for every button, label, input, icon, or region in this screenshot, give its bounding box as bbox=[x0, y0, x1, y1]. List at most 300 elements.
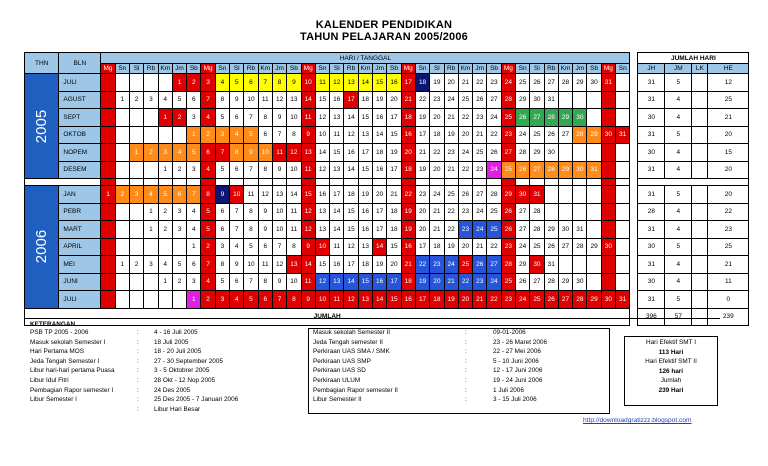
day-cell: 9 bbox=[258, 203, 272, 221]
day-cell: 8 bbox=[244, 203, 258, 221]
empty-cell bbox=[144, 109, 158, 127]
day-cell: 26 bbox=[530, 74, 544, 92]
day-cell: 8 bbox=[201, 186, 215, 204]
count-cell: 4 bbox=[665, 109, 692, 127]
day-cell: 5 bbox=[230, 74, 244, 92]
count-cell: 31 bbox=[638, 291, 665, 309]
day-cell: 23 bbox=[473, 273, 487, 291]
count-cell: 31 bbox=[638, 74, 665, 92]
ket-value: 3 - 5 Oktobrer 2005 bbox=[154, 367, 210, 375]
day-cell: 6 bbox=[258, 238, 272, 256]
day-cell: 5 bbox=[172, 256, 186, 274]
day-cell: 15 bbox=[315, 256, 329, 274]
day-cell: 26 bbox=[501, 221, 515, 239]
day-cell: 30 bbox=[573, 161, 587, 179]
day-cell: 27 bbox=[487, 91, 501, 109]
day-cell: 10 bbox=[272, 221, 286, 239]
empty-cell bbox=[587, 221, 601, 239]
count-cell: 30 bbox=[638, 144, 665, 162]
ket-label: Jeda Tengah semester II bbox=[313, 338, 383, 346]
empty-cell bbox=[558, 256, 572, 274]
day-cell: 17 bbox=[401, 74, 415, 92]
day-cell: 1 bbox=[187, 291, 201, 309]
empty-cell bbox=[129, 273, 143, 291]
day-cell: 22 bbox=[487, 126, 501, 144]
day-cell: 6 bbox=[201, 144, 215, 162]
day-cell: 5 bbox=[215, 161, 229, 179]
day-cell: 6 bbox=[215, 221, 229, 239]
day-cell: 20 bbox=[444, 74, 458, 92]
day-cell: 20 bbox=[401, 144, 415, 162]
day-cell: 29 bbox=[573, 74, 587, 92]
ket-value: 12 - 17 Juni 2006 bbox=[493, 367, 543, 375]
day-cell: 20 bbox=[430, 273, 444, 291]
hari-tanggal-header: HARI / TANGGAL bbox=[101, 53, 630, 64]
empty-cell bbox=[144, 126, 158, 144]
weekday-header: Sn bbox=[215, 64, 229, 74]
day-cell: 3 bbox=[144, 91, 158, 109]
empty-cell bbox=[101, 203, 115, 221]
weekday-header: Sl bbox=[230, 64, 244, 74]
keterangan-title: KETERANGAN bbox=[30, 321, 76, 328]
weekday-header: Rb bbox=[144, 64, 158, 74]
day-cell: 9 bbox=[272, 109, 286, 127]
ket-value: 28 Okt - 12 Nop 2005 bbox=[154, 377, 216, 384]
count-cell: 20 bbox=[708, 126, 749, 144]
day-cell: 28 bbox=[573, 238, 587, 256]
day-cell: 3 bbox=[144, 256, 158, 274]
day-cell: 14 bbox=[373, 238, 387, 256]
day-cell: 13 bbox=[358, 238, 372, 256]
empty-cell bbox=[115, 273, 129, 291]
day-cell: 2 bbox=[201, 291, 215, 309]
count-cell: 20 bbox=[708, 186, 749, 204]
day-cell: 7 bbox=[201, 91, 215, 109]
day-cell: 7 bbox=[272, 291, 286, 309]
day-cell: 14 bbox=[344, 109, 358, 127]
count-cell: 4 bbox=[665, 144, 692, 162]
empty-cell bbox=[129, 126, 143, 144]
weekday-header: Sn bbox=[616, 64, 630, 74]
day-cell: 14 bbox=[330, 203, 344, 221]
count-cell: 12 bbox=[708, 74, 749, 92]
day-cell: 1 bbox=[144, 203, 158, 221]
day-cell: 21 bbox=[415, 144, 429, 162]
day-cell: 5 bbox=[201, 203, 215, 221]
weekday-header: Km bbox=[558, 64, 572, 74]
day-cell: 8 bbox=[215, 256, 229, 274]
day-cell: 17 bbox=[415, 291, 429, 309]
month-row bbox=[25, 186, 749, 204]
day-cell: 15 bbox=[387, 291, 401, 309]
day-cell: 18 bbox=[358, 256, 372, 274]
day-cell: 21 bbox=[430, 221, 444, 239]
day-cell: 4 bbox=[187, 221, 201, 239]
day-cell: 11 bbox=[287, 221, 301, 239]
month-name: AGUST bbox=[59, 91, 101, 109]
month-row bbox=[25, 238, 749, 256]
total-cell: 396 bbox=[638, 308, 665, 326]
day-cell: 16 bbox=[373, 109, 387, 127]
day-cell: 21 bbox=[458, 74, 472, 92]
day-cell: 27 bbox=[558, 238, 572, 256]
empty-cell bbox=[158, 126, 172, 144]
day-cell: 3 bbox=[201, 74, 215, 92]
day-cell: 13 bbox=[272, 186, 286, 204]
empty-cell bbox=[129, 238, 143, 256]
day-cell: 16 bbox=[330, 256, 344, 274]
day-cell: 4 bbox=[230, 291, 244, 309]
count-cell: 25 bbox=[708, 91, 749, 109]
empty-cell bbox=[158, 74, 172, 92]
day-cell: 6 bbox=[187, 256, 201, 274]
day-cell: 23 bbox=[501, 238, 515, 256]
empty-cell bbox=[115, 109, 129, 127]
day-cell: 2 bbox=[172, 273, 186, 291]
day-cell: 24 bbox=[458, 144, 472, 162]
day-cell: 8 bbox=[287, 291, 301, 309]
weekday-header: Rb bbox=[444, 64, 458, 74]
day-cell: 8 bbox=[258, 109, 272, 127]
count-cell bbox=[692, 238, 708, 256]
weekday-header: Jm bbox=[373, 64, 387, 74]
day-cell: 8 bbox=[230, 144, 244, 162]
count-cell: 25 bbox=[708, 238, 749, 256]
ket-label: Masuk sekolah Semester I bbox=[30, 338, 106, 346]
day-cell: 31 bbox=[544, 91, 558, 109]
day-cell: 24 bbox=[487, 109, 501, 127]
day-cell: 22 bbox=[487, 291, 501, 309]
day-cell: 12 bbox=[272, 91, 286, 109]
day-cell: 13 bbox=[315, 221, 329, 239]
day-cell: 27 bbox=[473, 186, 487, 204]
day-cell: 10 bbox=[230, 186, 244, 204]
day-cell: 5 bbox=[215, 273, 229, 291]
day-cell: 24 bbox=[444, 256, 458, 274]
day-cell: 22 bbox=[444, 221, 458, 239]
day-cell: 23 bbox=[430, 91, 444, 109]
day-cell: 18 bbox=[401, 109, 415, 127]
count-cell bbox=[692, 144, 708, 162]
day-cell: 7 bbox=[272, 126, 286, 144]
day-cell: 4 bbox=[201, 273, 215, 291]
empty-cell bbox=[601, 203, 615, 221]
empty-cell bbox=[172, 291, 186, 309]
day-cell: 6 bbox=[244, 74, 258, 92]
day-cell: 13 bbox=[287, 91, 301, 109]
day-cell: 30 bbox=[573, 109, 587, 127]
day-cell: 30 bbox=[587, 74, 601, 92]
count-cell: 20 bbox=[708, 161, 749, 179]
empty-cell bbox=[115, 291, 129, 309]
day-cell: 1 bbox=[187, 238, 201, 256]
day-cell: 9 bbox=[301, 126, 315, 144]
day-cell: 12 bbox=[344, 238, 358, 256]
weekday-header: Sl bbox=[530, 64, 544, 74]
total-cell: 239 bbox=[708, 308, 749, 326]
day-cell: 22 bbox=[401, 186, 415, 204]
day-cell: 22 bbox=[458, 109, 472, 127]
day-cell: 4 bbox=[215, 74, 229, 92]
empty-cell bbox=[573, 144, 587, 162]
day-cell: 28 bbox=[515, 144, 529, 162]
total-cell: 57 bbox=[665, 308, 692, 326]
day-cell: 27 bbox=[515, 203, 529, 221]
day-cell: 14 bbox=[330, 221, 344, 239]
day-cell: 31 bbox=[616, 291, 630, 309]
ket-label: Pembagian Rapor semester II bbox=[313, 386, 398, 394]
day-cell: 24 bbox=[430, 186, 444, 204]
day-cell: 25 bbox=[487, 221, 501, 239]
empty-cell bbox=[616, 203, 630, 221]
month-row bbox=[25, 291, 749, 309]
day-cell: 4 bbox=[172, 144, 186, 162]
count-cell: 5 bbox=[665, 291, 692, 309]
day-cell: 4 bbox=[187, 203, 201, 221]
empty-cell bbox=[616, 91, 630, 109]
day-cell: 13 bbox=[358, 126, 372, 144]
day-cell: 6 bbox=[258, 126, 272, 144]
day-cell: 12 bbox=[301, 221, 315, 239]
day-cell: 22 bbox=[458, 273, 472, 291]
ket-label: Libur Semester I bbox=[30, 396, 77, 404]
day-cell: 26 bbox=[515, 161, 529, 179]
day-cell: 3 bbox=[187, 273, 201, 291]
day-cell: 27 bbox=[558, 291, 572, 309]
day-cell: 10 bbox=[287, 109, 301, 127]
empty-cell bbox=[172, 238, 186, 256]
day-cell: 7 bbox=[244, 161, 258, 179]
day-cell: 11 bbox=[330, 291, 344, 309]
day-cell: 1 bbox=[158, 109, 172, 127]
empty-cell bbox=[144, 273, 158, 291]
count-cell: 4 bbox=[665, 273, 692, 291]
empty-cell bbox=[115, 221, 129, 239]
day-cell: 11 bbox=[301, 109, 315, 127]
day-cell: 10 bbox=[244, 91, 258, 109]
ket-label: Libur Idul Fitri bbox=[30, 377, 69, 384]
day-cell: 28 bbox=[573, 126, 587, 144]
day-cell: 11 bbox=[315, 74, 329, 92]
day-cell: 11 bbox=[330, 238, 344, 256]
day-cell: 16 bbox=[358, 203, 372, 221]
day-cell: 10 bbox=[315, 126, 329, 144]
day-cell: 18 bbox=[430, 238, 444, 256]
weekday-header: Sl bbox=[330, 64, 344, 74]
weekday-header: Sn bbox=[115, 64, 129, 74]
day-cell: 20 bbox=[387, 256, 401, 274]
ket-value: 23 - 26 Maret 2006 bbox=[493, 338, 547, 346]
day-cell: 30 bbox=[573, 273, 587, 291]
day-cell: 5 bbox=[158, 186, 172, 204]
day-cell: 10 bbox=[315, 238, 329, 256]
count-cell: 23 bbox=[708, 221, 749, 239]
day-cell: 19 bbox=[415, 161, 429, 179]
empty-cell bbox=[101, 74, 115, 92]
day-cell: 25 bbox=[501, 273, 515, 291]
day-cell: 9 bbox=[272, 273, 286, 291]
day-cell: 26 bbox=[544, 126, 558, 144]
day-cell: 15 bbox=[358, 161, 372, 179]
day-cell: 26 bbox=[487, 144, 501, 162]
day-cell: 1 bbox=[158, 161, 172, 179]
day-cell: 22 bbox=[415, 91, 429, 109]
month-name: JAN bbox=[59, 186, 101, 204]
ket-colon: : bbox=[465, 386, 467, 394]
day-cell: 20 bbox=[458, 291, 472, 309]
day-cell: 15 bbox=[301, 186, 315, 204]
source-link[interactable]: http://downloadgratizzz.blogspot.com bbox=[583, 417, 692, 424]
day-cell: 27 bbox=[544, 74, 558, 92]
month-row bbox=[25, 91, 749, 109]
ket-label: Hari Pertama MOS bbox=[30, 348, 84, 356]
day-cell: 4 bbox=[158, 256, 172, 274]
day-cell: 26 bbox=[473, 256, 487, 274]
day-cell: 16 bbox=[387, 74, 401, 92]
empty-cell bbox=[601, 256, 615, 274]
day-cell: 13 bbox=[315, 203, 329, 221]
day-cell: 10 bbox=[244, 256, 258, 274]
count-cell: 5 bbox=[665, 186, 692, 204]
day-cell: 5 bbox=[244, 238, 258, 256]
day-cell: 24 bbox=[487, 161, 501, 179]
day-cell: 28 bbox=[487, 186, 501, 204]
day-cell: 21 bbox=[401, 91, 415, 109]
day-cell: 28 bbox=[558, 74, 572, 92]
day-cell: 8 bbox=[258, 161, 272, 179]
empty-cell bbox=[115, 203, 129, 221]
empty-cell bbox=[101, 161, 115, 179]
day-cell: 18 bbox=[430, 291, 444, 309]
month-name: JULI bbox=[59, 74, 101, 92]
empty-cell bbox=[573, 186, 587, 204]
day-cell: 17 bbox=[373, 221, 387, 239]
summary-line: 239 Hari bbox=[658, 387, 684, 394]
month-name: JULI bbox=[59, 291, 101, 309]
day-cell: 11 bbox=[330, 126, 344, 144]
day-cell: 10 bbox=[287, 161, 301, 179]
count-cell: 15 bbox=[708, 144, 749, 162]
month-row bbox=[25, 109, 749, 127]
day-cell: 23 bbox=[473, 109, 487, 127]
day-cell: 15 bbox=[358, 273, 372, 291]
month-row bbox=[25, 256, 749, 274]
day-cell: 3 bbox=[187, 161, 201, 179]
day-cell: 9 bbox=[244, 144, 258, 162]
day-cell: 23 bbox=[487, 74, 501, 92]
day-cell: 19 bbox=[415, 273, 429, 291]
day-cell: 1 bbox=[115, 91, 129, 109]
count-cell: 11 bbox=[708, 273, 749, 291]
day-cell: 21 bbox=[401, 256, 415, 274]
day-cell: 29 bbox=[587, 291, 601, 309]
day-cell: 11 bbox=[301, 161, 315, 179]
count-cell bbox=[692, 74, 708, 92]
day-cell: 29 bbox=[544, 221, 558, 239]
weekday-header: Rb bbox=[244, 64, 258, 74]
day-cell: 23 bbox=[415, 186, 429, 204]
day-cell: 27 bbox=[501, 144, 515, 162]
day-cell: 28 bbox=[573, 291, 587, 309]
empty-cell bbox=[544, 203, 558, 221]
count-cell: 21 bbox=[708, 256, 749, 274]
weekday-header: Mg bbox=[201, 64, 215, 74]
day-cell: 19 bbox=[401, 203, 415, 221]
count-cell: 4 bbox=[665, 203, 692, 221]
day-cell: 17 bbox=[415, 126, 429, 144]
thn-header: THN bbox=[25, 53, 59, 74]
day-cell: 1 bbox=[172, 74, 186, 92]
day-cell: 2 bbox=[115, 186, 129, 204]
empty-cell bbox=[558, 91, 572, 109]
ket-value: 18 - 20 Juli 2005 bbox=[154, 348, 202, 356]
day-cell: 10 bbox=[301, 74, 315, 92]
weekday-header: Jm bbox=[272, 64, 286, 74]
empty-cell bbox=[101, 91, 115, 109]
day-cell: 25 bbox=[473, 144, 487, 162]
day-cell: 19 bbox=[387, 144, 401, 162]
weekday-header: Sn bbox=[415, 64, 429, 74]
day-cell: 12 bbox=[315, 161, 329, 179]
day-cell: 3 bbox=[158, 144, 172, 162]
month-row bbox=[25, 161, 749, 179]
day-cell: 13 bbox=[358, 291, 372, 309]
ket-value: 09-01-2006 bbox=[493, 329, 526, 336]
day-cell: 3 bbox=[172, 203, 186, 221]
day-cell: 24 bbox=[515, 291, 529, 309]
day-cell: 15 bbox=[344, 203, 358, 221]
ket-value: 24 Des 2005 bbox=[154, 386, 191, 394]
day-cell: 15 bbox=[344, 221, 358, 239]
day-cell: 9 bbox=[215, 186, 229, 204]
empty-cell bbox=[573, 256, 587, 274]
month-row bbox=[25, 144, 749, 162]
day-cell: 23 bbox=[458, 203, 472, 221]
day-cell: 26 bbox=[515, 109, 529, 127]
day-cell: 7 bbox=[272, 238, 286, 256]
day-cell: 13 bbox=[330, 161, 344, 179]
day-cell: 19 bbox=[373, 256, 387, 274]
ket-colon: : bbox=[137, 405, 139, 413]
jumlah-hari-header: JUMLAH HARI bbox=[638, 53, 749, 64]
day-cell: 23 bbox=[473, 161, 487, 179]
empty-cell bbox=[601, 186, 615, 204]
day-cell: 4 bbox=[230, 126, 244, 144]
day-cell: 22 bbox=[415, 256, 429, 274]
ket-colon: : bbox=[137, 367, 139, 375]
day-cell: 12 bbox=[301, 203, 315, 221]
month-name: JUNI bbox=[59, 273, 101, 291]
count-cell bbox=[692, 126, 708, 144]
count-cell: 22 bbox=[708, 203, 749, 221]
day-cell: 31 bbox=[616, 126, 630, 144]
day-cell: 26 bbox=[473, 91, 487, 109]
day-cell: 1 bbox=[115, 256, 129, 274]
day-cell: 2 bbox=[144, 144, 158, 162]
weekday-header: Km bbox=[258, 64, 272, 74]
empty-cell bbox=[587, 256, 601, 274]
count-cell: 30 bbox=[638, 109, 665, 127]
day-cell: 1 bbox=[101, 186, 115, 204]
day-cell: 18 bbox=[387, 221, 401, 239]
ket-value: 22 - 27 Mei 2006 bbox=[493, 348, 541, 356]
count-header: JH bbox=[638, 64, 665, 74]
ket-label: Libur Semester II bbox=[313, 396, 362, 404]
day-cell: 16 bbox=[373, 161, 387, 179]
day-cell: 30 bbox=[530, 256, 544, 274]
weekday-header: Sn bbox=[515, 64, 529, 74]
day-cell: 20 bbox=[387, 91, 401, 109]
